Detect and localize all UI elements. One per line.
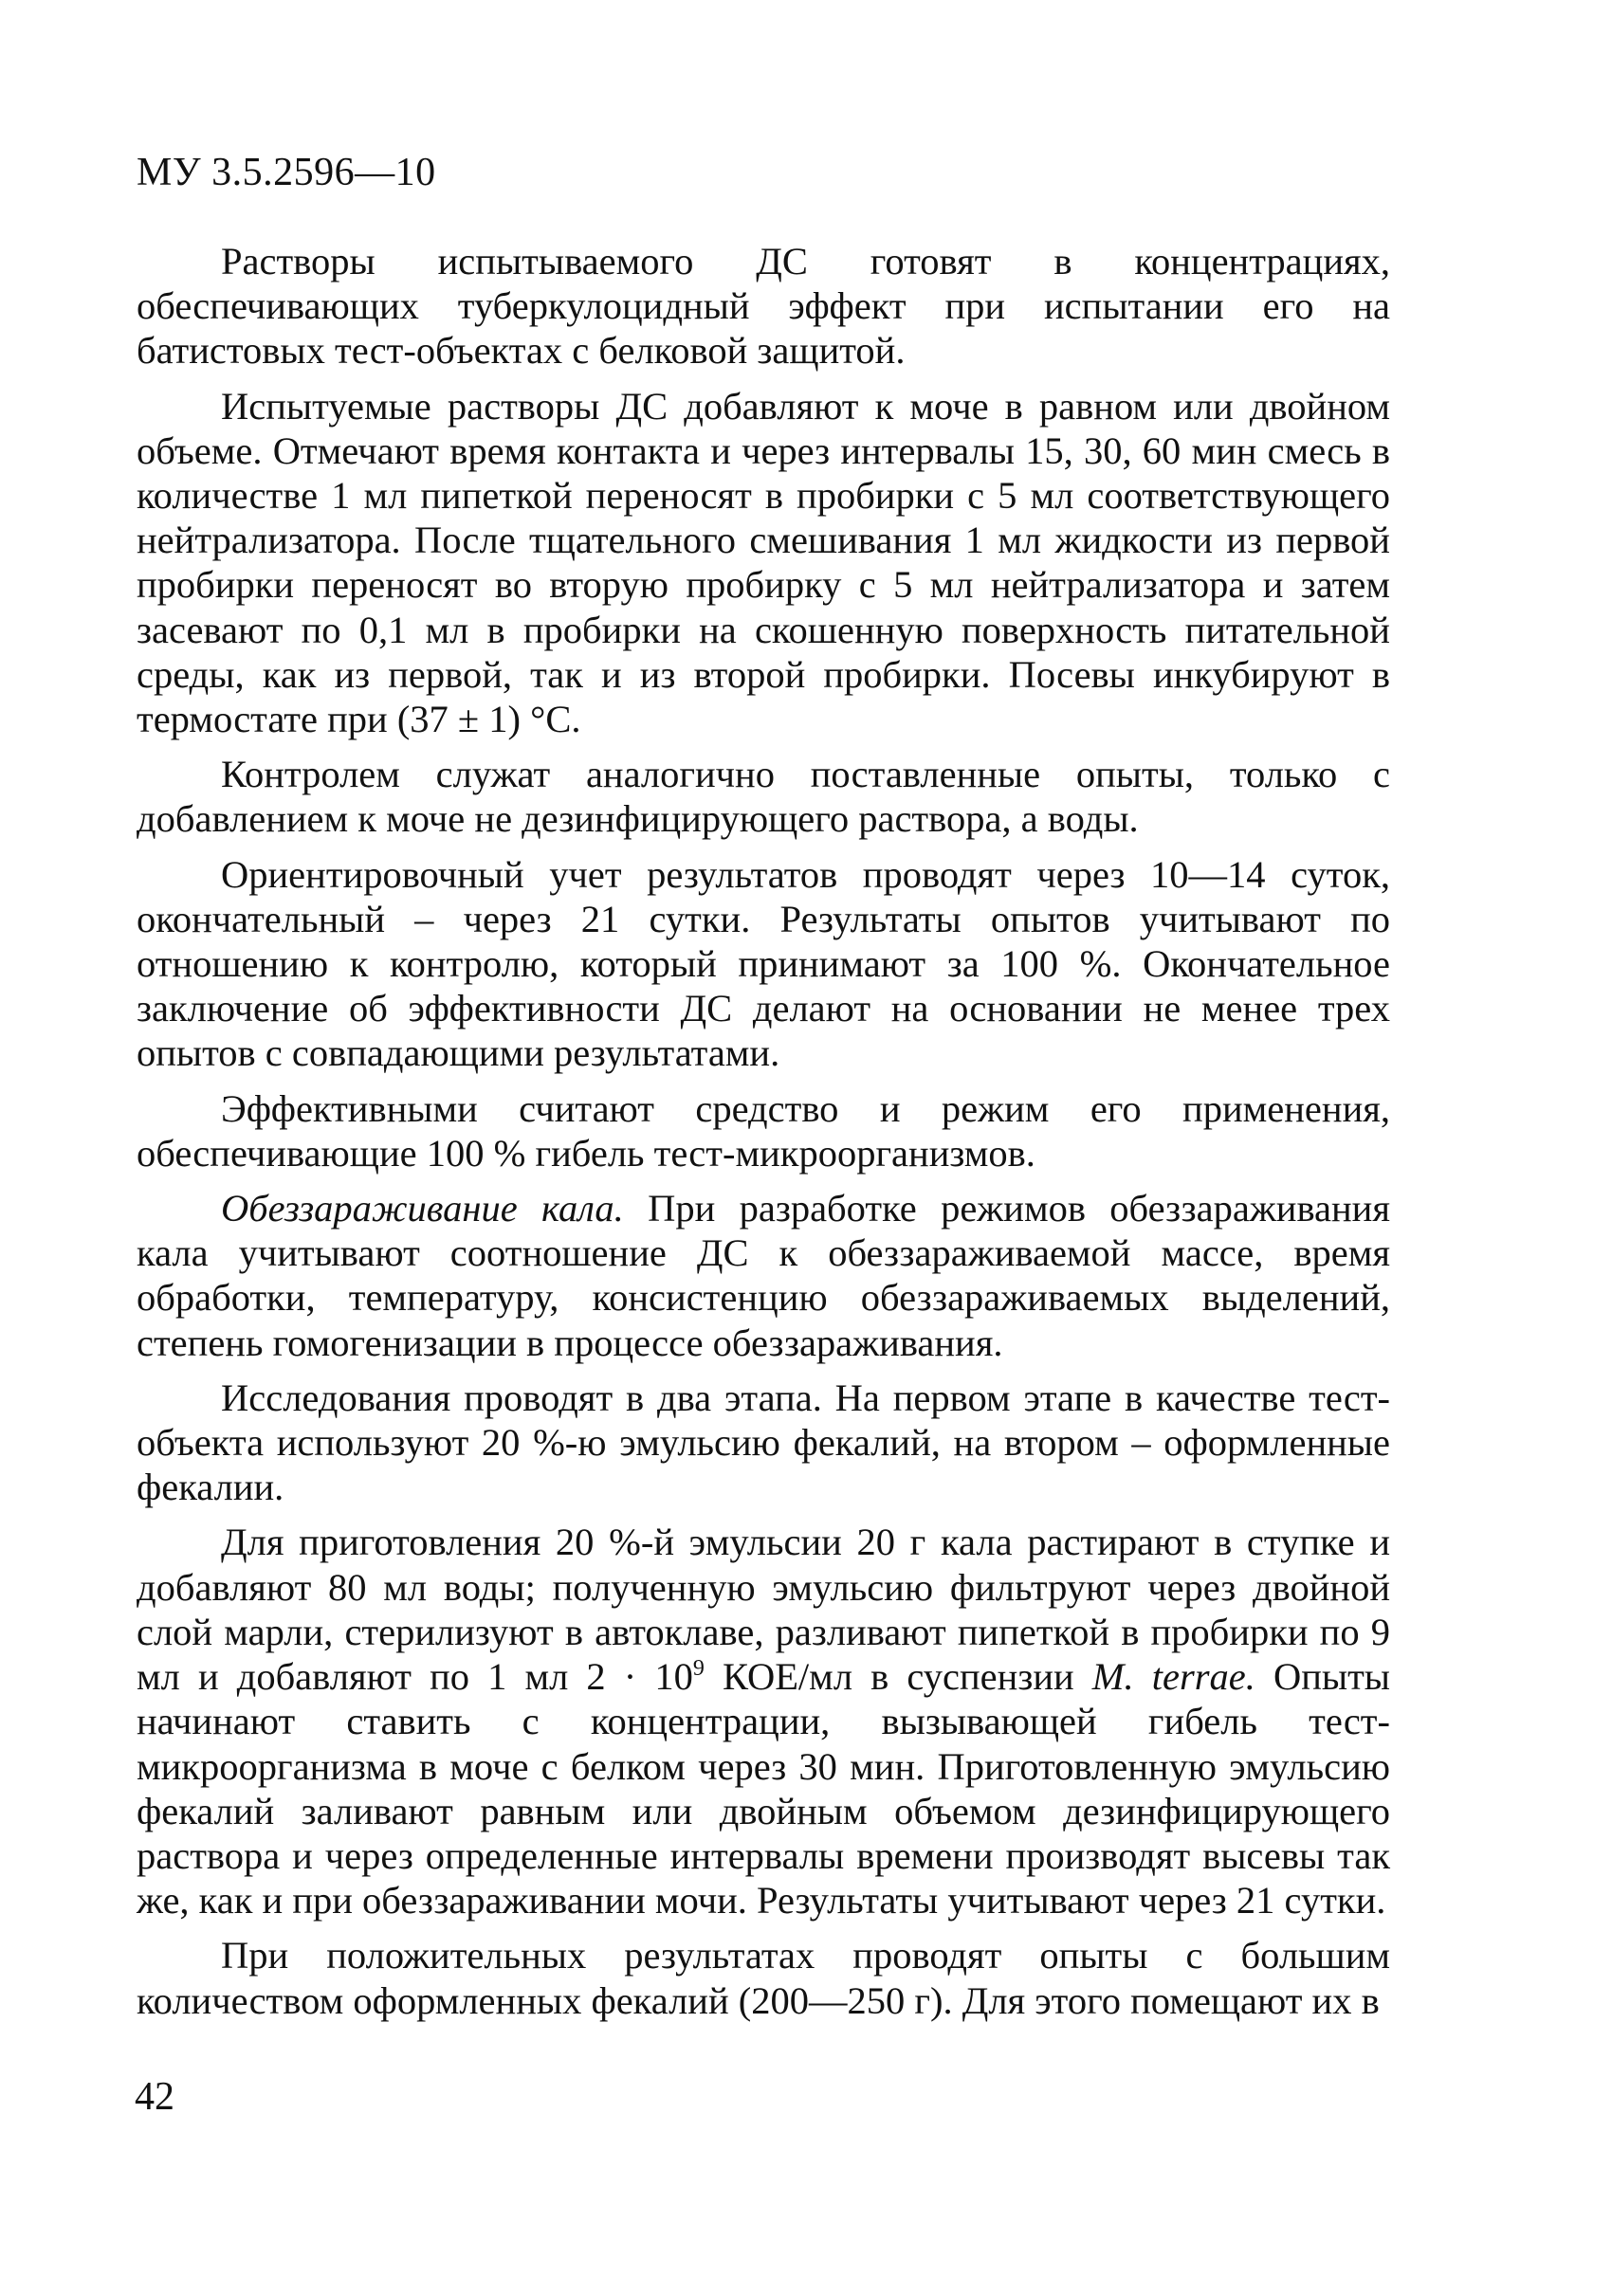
paragraph: Эффективными считают средство и режим его применения, обеспечивающие 100 % гибель тест-микроорганизмов. <box>137 1086 1390 1175</box>
species-name: M. terrae. <box>1091 1655 1255 1699</box>
page-number: 42 <box>135 2075 174 2119</box>
paragraph: Испытуемые растворы ДС добавляют к моче в равном или двойном объеме. Отмечают время контакта и через интервалы 15, 30, 60 мин смесь в количестве 1 мл пипеткой переносят в пробирки с 5 мл соответствующего нейтрализатора. После тщательного смешивания 1 мл жидкости из первой пробирки переносят во вторую пробирку с 5 мл нейтрализатора и затем засевают по 0,1 мл в пробирки на скошенную поверхность питательной среды, как из первой, так и из второй пробирки. Посевы инкубируют в термостате при (37 ± 1) °С. <box>137 384 1390 741</box>
paragraph-text: Для приготовления 20 %-й эмульсии 20 г кала растирают в ступке и добавляют 80 мл воды; полученную эмульсию фильтруют через двойной слой марли, стерилизуют в автоклаве, разливают пипеткой в пробирки по 9 мл и добавляют по 1 мл 2 · 10 <box>137 1521 1390 1699</box>
document-code-header: МУ 3.5.2596—10 <box>137 151 436 194</box>
paragraph <box>137 1520 1390 1922</box>
paragraph <box>137 1186 1390 1365</box>
paragraph: Исследования проводят в два этапа. На первом этапе в качестве тест-объекта используют 20 %-ю эмульсию фекалий, на втором – оформленные фекалии. <box>137 1376 1390 1509</box>
paragraph: Растворы испытываемого ДС готовят в концентрациях, обеспечивающих туберкулоцидный эффект при испытании его на батистовых тест-объектах с белковой защитой. <box>137 240 1390 373</box>
page-body <box>137 239 1390 2023</box>
paragraph-text: КОЕ/мл в суспензии <box>704 1655 1092 1699</box>
paragraph-lead-in: Обеззараживание кала. <box>221 1187 624 1230</box>
paragraph: Ориентировочный учет результатов проводят через 10—14 суток, окончательный – через 21 сутки. Результаты опытов учитывают по отношению к контролю, который принимают за 100 %. Окончательное заключение об эффективности ДС делают на основании не менее трех опытов с совпадающими результатами. <box>137 852 1390 1075</box>
paragraph-text: Опыты начинают ставить с концентрации, вызывающей гибель тест-микроорганизма в моче с белком через 30 мин. Приготовленную эмульсию фекалий заливают равным или двойным объемом дезинфицирующего раствора и через определенные интервалы времени производят высевы так же, как и при обеззараживании мочи. Результаты учитывают через 21 сутки. <box>137 1655 1390 1922</box>
paragraph: При положительных результатах проводят опыты с большим количеством оформленных фекалий (200—250 г). Для этого помещают их в <box>137 1934 1390 2022</box>
exponent: 9 <box>692 1656 705 1682</box>
paragraph-text: При разработке режимов обеззараживания кала учитывают соотношение ДС к обеззараживаемой массе, время обработки, температуру, консистенцию обеззараживаемых выделений, степень гомогенизации в процессе обеззараживания. <box>137 1187 1390 1364</box>
paragraph: Контролем служат аналогично поставленные опыты, только с добавлением к моче не дезинфицирующего раствора, а воды. <box>137 753 1390 841</box>
